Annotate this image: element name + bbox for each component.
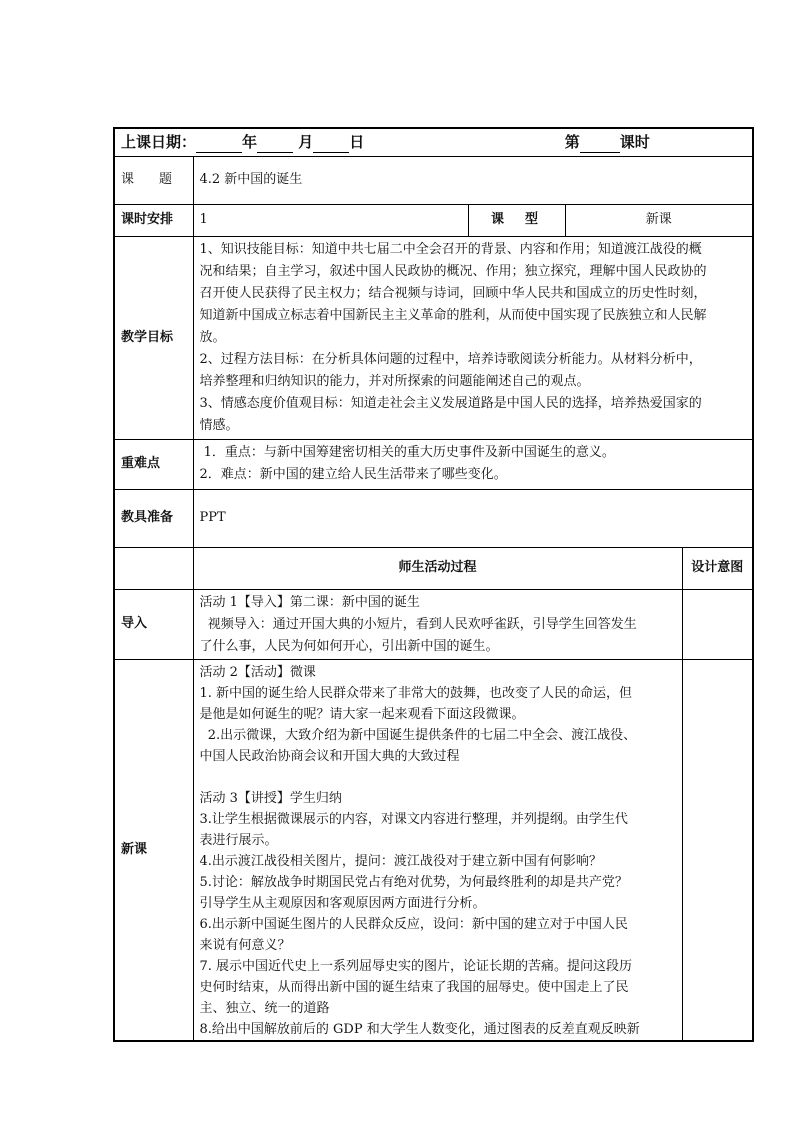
keypoints-content [193,439,753,489]
year-label: 年 [242,133,258,152]
newlesson-line: 活动 3【讲授】学生归纳 [199,790,342,806]
intro-row [114,589,753,659]
keypoints-line: 1．重点：与新中国筹建密切相关的重大历史事件及新中国诞生的意义。 [199,444,615,460]
schedule-value: 1 [193,204,468,236]
intro-label: 导入 [114,589,193,659]
design-intent-header: 设计意图 [682,547,753,589]
keypoints-row [114,439,753,489]
materials-label: 教具准备 [114,489,193,547]
day-blank [313,136,349,153]
newlesson-line: 8.给出中国解放前后的 GDP 和大学生人数变化，通过图表的反差直观反映新 [199,1021,640,1037]
newlesson-line: 中国人民政治协商会议和开国大典的大致过程 [199,748,460,764]
goals-line: 2、过程方法目标：在分析具体问题的过程中，培养诗歌阅读分析能力。从材料分析中， [199,351,702,367]
goals-line: 3、情感态度价值观目标：知道走社会主义发展道路是中国人民的选择，培养热爱国家的 [199,395,702,411]
year-blank [196,136,242,153]
schedule-label: 课时安排 [114,204,193,236]
process-header-row [114,547,753,589]
newlesson-line: 史何时结束，从而得出新中国的诞生结束了我国的屈辱史。使中国走上了民 [199,979,629,995]
goals-line: 培养整理和归纳知识的能力，并对所探索的问题能阐述自己的观点。 [199,373,590,389]
goals-line: 召开使人民获得了民主权力；结合视频与诗词，回顾中华人民共和国成立的历史性时刻， [199,285,707,301]
goals-line: 1、知识技能目标：知道中共七届二中全会召开的背景、内容和作用；知道渡江战役的概 [199,241,702,257]
newlesson-line: 7. 展示中国近代史上一系列屈辱史实的图片，论证长期的苦痛。提问这段历 [199,958,633,974]
goals-line: 况和结果；自主学习，叙述中国人民政协的概况、作用；独立探究，理解中国人民政协的 [199,263,707,279]
goals-label: 教学目标 [114,236,193,439]
date-row [114,128,753,156]
newlesson-line: 2.出示微课，大致介绍为新中国诞生提供条件的七届二中全会、渡江战役、 [199,727,637,743]
intro-design [682,589,753,659]
topic-label: 课 题 [114,156,193,204]
goals-row [114,236,753,439]
newlesson-line: 4.出示渡江战役相关图片，提问：渡江战役对于建立新中国有何影响？ [199,853,602,869]
newlesson-design [682,659,753,1041]
date-label: 上课日期： [121,133,197,152]
newlesson-line: 引导学生从主观原因和客观原因两方面进行分析。 [199,895,486,911]
newlesson-row [114,659,753,1041]
newlesson-label: 新课 [114,659,193,1041]
lesson-plan-sheet [113,127,752,1042]
lesson-prefix: 第 [564,133,580,152]
topic-value: 4.2 新中国的诞生 [193,156,753,204]
topic-row [114,156,753,204]
newlesson-line: 表进行展示。 [199,832,278,848]
intro-line: 视频导入：通过开国大典的小短片，看到人民欢呼雀跃，引导学生回答发生 [199,616,637,632]
newlesson-line: 来说有何意义？ [199,937,291,953]
newlesson-line: 5.讨论：解放战争时期国民党占有绝对优势，为何最终胜利的却是共产党？ [199,874,628,890]
newlesson-line: 是他是如何诞生的呢？请大家一起来观看下面这段微课。 [199,706,525,722]
goals-content [193,236,753,439]
newlesson-content [193,659,682,1041]
newlesson-line: 主、独立、统一的道路 [199,1000,330,1016]
schedule-row [114,204,753,236]
intro-line: 了什么事，人民为何如何开心，引出新中国的诞生。 [199,638,499,654]
materials-row [114,489,753,547]
newlesson-line: 3.让学生根据微课展示的内容，对课文内容进行整理，并列提纲。由学生代 [199,811,628,827]
newlesson-line: 活动 2【活动】微课 [199,664,316,680]
lesson-blank [580,136,620,153]
lesson-plan-table [113,127,754,1042]
intro-content [193,589,682,659]
newlesson-line [200,767,676,788]
goals-line: 知道新中国成立标志着中国新民主主义革命的胜利，从而使中国实现了民族独立和人民解 [199,307,707,323]
keypoints-line: 2．难点：新中国的建立给人民生活带来了哪些变化。 [199,466,507,482]
keypoints-label: 重难点 [114,439,193,489]
newlesson-line: 1. 新中国的诞生给人民群众带来了非常大的鼓舞，也改变了人民的命运，但 [199,685,633,701]
process-title: 师生活动过程 [193,547,682,589]
type-value: 新课 [565,204,753,236]
materials-value: PPT [193,489,753,547]
goals-line: 放。 [199,329,226,345]
type-label: 课 型 [468,204,565,236]
lesson-suffix: 课时 [619,133,650,152]
newlesson-line: 6.出示新中国诞生图片的人民群众反应，设问：新中国的建立对于中国人民 [199,916,628,932]
day-label: 日 [349,133,365,152]
goals-line: 情感。 [199,417,239,433]
process-header-blank [114,547,193,589]
intro-line: 活动 1【导入】第二课：新中国的诞生 [199,594,420,610]
month-label: 月 [298,133,314,152]
month-blank [257,136,293,153]
